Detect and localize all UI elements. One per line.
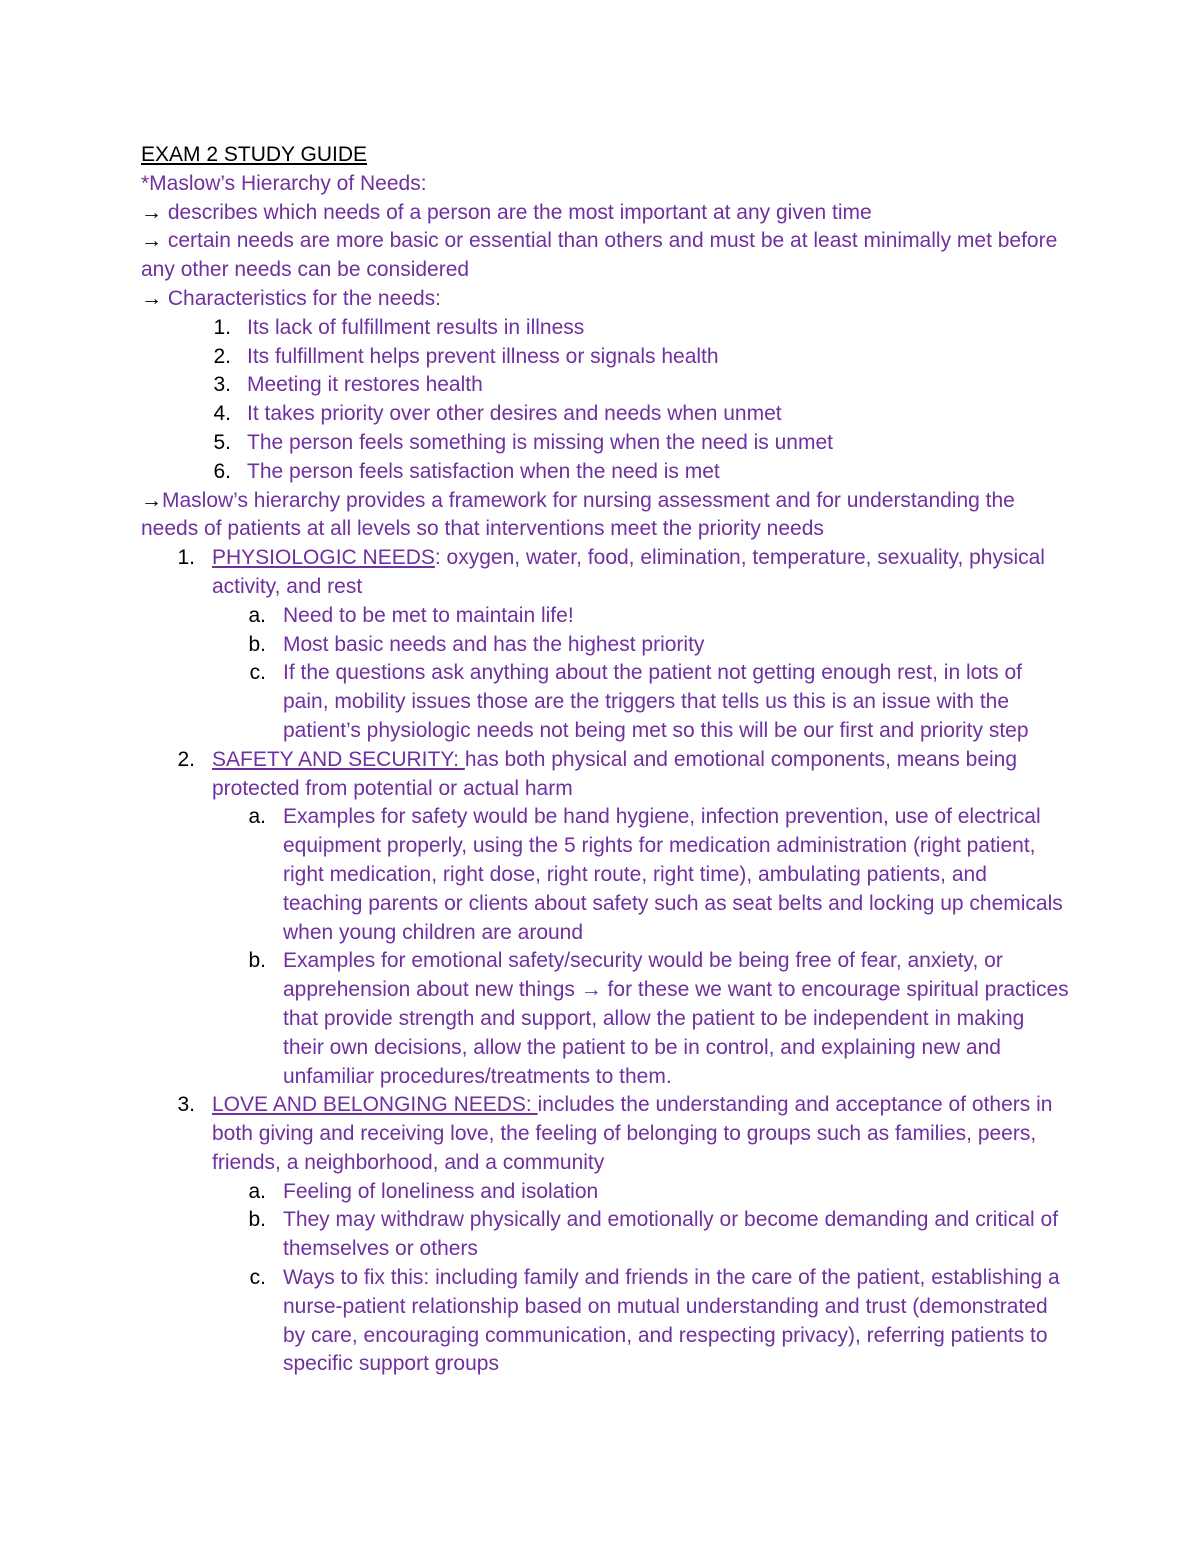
list-item: c. Ways to fix this: including family and friends in the care of the patient, establishing a nurse-patient relationship based on mutual understanding and trust (demonstrated by care, encouraging communication, and respecting privacy), referring patients to specific support groups xyxy=(249,1266,1060,1376)
arrow-icon: → xyxy=(141,488,162,512)
framework-note: →Maslow’s hierarchy provides a framework for nursing assessment and for understanding the needs of patients at all levels so that interventions meet the priority needs xyxy=(141,488,1015,541)
intro-point: → Characteristics for the needs: xyxy=(141,286,441,310)
list-item: 5. The person feels something is missing when the need is unmet xyxy=(213,430,833,454)
list-item: a. Need to be met to maintain life! xyxy=(248,603,574,627)
list-item: 2. Its fulfillment helps prevent illness or signals health xyxy=(213,344,719,368)
need-safety: 2. SAFETY AND SECURITY: has both physical and emotional components, means being protected from potential or actual harm a. Examples for safety would be hand hygiene, infection prevention, use of electrical equipment properly, using the 5 rights for medication administration (right patient, right medication, right dose, right route, right time), ambulating patients, and teaching parents or clients about safety such as seat belts and locking up chemicals when young children are around b. Examples for emotional safety/security would be being free of fear, anxiety, or apprehension about new things → for these we want to encourage spiritual practices that provide strength and support, allow the patient to be independent in making their own decisions, allow the patient to be in control, and explaining new and unfamiliar procedures/treatments to them. xyxy=(141,746,1071,1092)
arrow-icon: → xyxy=(141,229,162,253)
document-title: EXAM 2 STUDY GUIDE xyxy=(141,143,367,166)
sub-list xyxy=(212,803,1071,1091)
list-item: b. Most basic needs and has the highest priority xyxy=(248,632,705,656)
need-heading: PHYSIOLOGIC NEEDS xyxy=(212,546,435,570)
characteristics-list xyxy=(141,314,1071,487)
need-love-belonging: 3. LOVE AND BELONGING NEEDS: includes the understanding and acceptance of others in both giving and receiving love, the feeling of belonging to groups such as families, peers, friends, a neighborhood, and a community a. Feeling of loneliness and isolation b. They may withdraw physically and emotionally or become demanding and critical of themselves or others c. Ways to fix this: including family and friends in the care of the patient, establishing a nurse-patient relationship based on mutual understanding and trust (demonstrated by care, encouraging communication, and respecting privacy), referring patients to specific support groups xyxy=(141,1091,1071,1379)
list-item: a. Feeling of loneliness and isolation xyxy=(248,1179,599,1203)
arrow-icon: → xyxy=(141,286,162,310)
list-item: b. They may withdraw physically and emotionally or become demanding and critical of themselves or others xyxy=(248,1208,1059,1261)
sub-list xyxy=(212,602,1071,746)
sub-list xyxy=(212,1178,1071,1380)
list-item: 4. It takes priority over other desires and needs when unmet xyxy=(213,402,782,426)
list-item: b. Examples for emotional safety/security would be being free of fear, anxiety, or apprehension about new things → for these we want to encourage spiritual practices that provide strength and support, allow the patient to be independent in making their own decisions, allow the patient to be in control, and explaining new and unfamiliar procedures/treatments to them. xyxy=(248,949,1069,1088)
list-item: c. If the questions ask anything about the patient not getting enough rest, in lots of pain, mobility issues those are the triggers that tells us this is an issue with the patient’s physiologic needs not being met so this will be our first and priority step xyxy=(249,661,1029,742)
arrow-icon: → xyxy=(141,200,162,224)
list-item: a. Examples for safety would be hand hygiene, infection prevention, use of electrical equipment properly, using the 5 rights for medication administration (right patient, right medication, right dose, right route, right time), ambulating patients, and teaching parents or clients about safety such as seat belts and locking up chemicals when young children are around xyxy=(248,805,1063,944)
document-page xyxy=(141,141,1071,1379)
intro-point: → certain needs are more basic or essential than others and must be at least minimally met before any other needs can be considered xyxy=(141,229,1058,282)
document-subtitle: *Maslow’s Hierarchy of Needs: xyxy=(141,171,427,195)
need-heading: LOVE AND BELONGING NEEDS: xyxy=(212,1093,538,1117)
intro-point: → describes which needs of a person are the most important at any given time xyxy=(141,200,872,224)
need-physiologic: 1. PHYSIOLOGIC NEEDS: oxygen, water, food, elimination, temperature, sexuality, physical activity, and rest a. Need to be met to maintain life! b. Most basic needs and has the highest priority c. If the questions ask anything about the patient not getting enough rest, in lots of pain, mobility issues those are the triggers that tells us this is an issue with the patient’s physiologic needs not being met so this will be our first and priority step xyxy=(141,544,1071,746)
list-item: 1. Its lack of fulfillment results in illness xyxy=(213,315,585,339)
need-heading: SAFETY AND SECURITY: xyxy=(212,747,465,771)
list-item: 6. The person feels satisfaction when the need is met xyxy=(213,459,720,483)
needs-list xyxy=(141,544,1071,1379)
list-item: 3. Meeting it restores health xyxy=(213,373,483,397)
